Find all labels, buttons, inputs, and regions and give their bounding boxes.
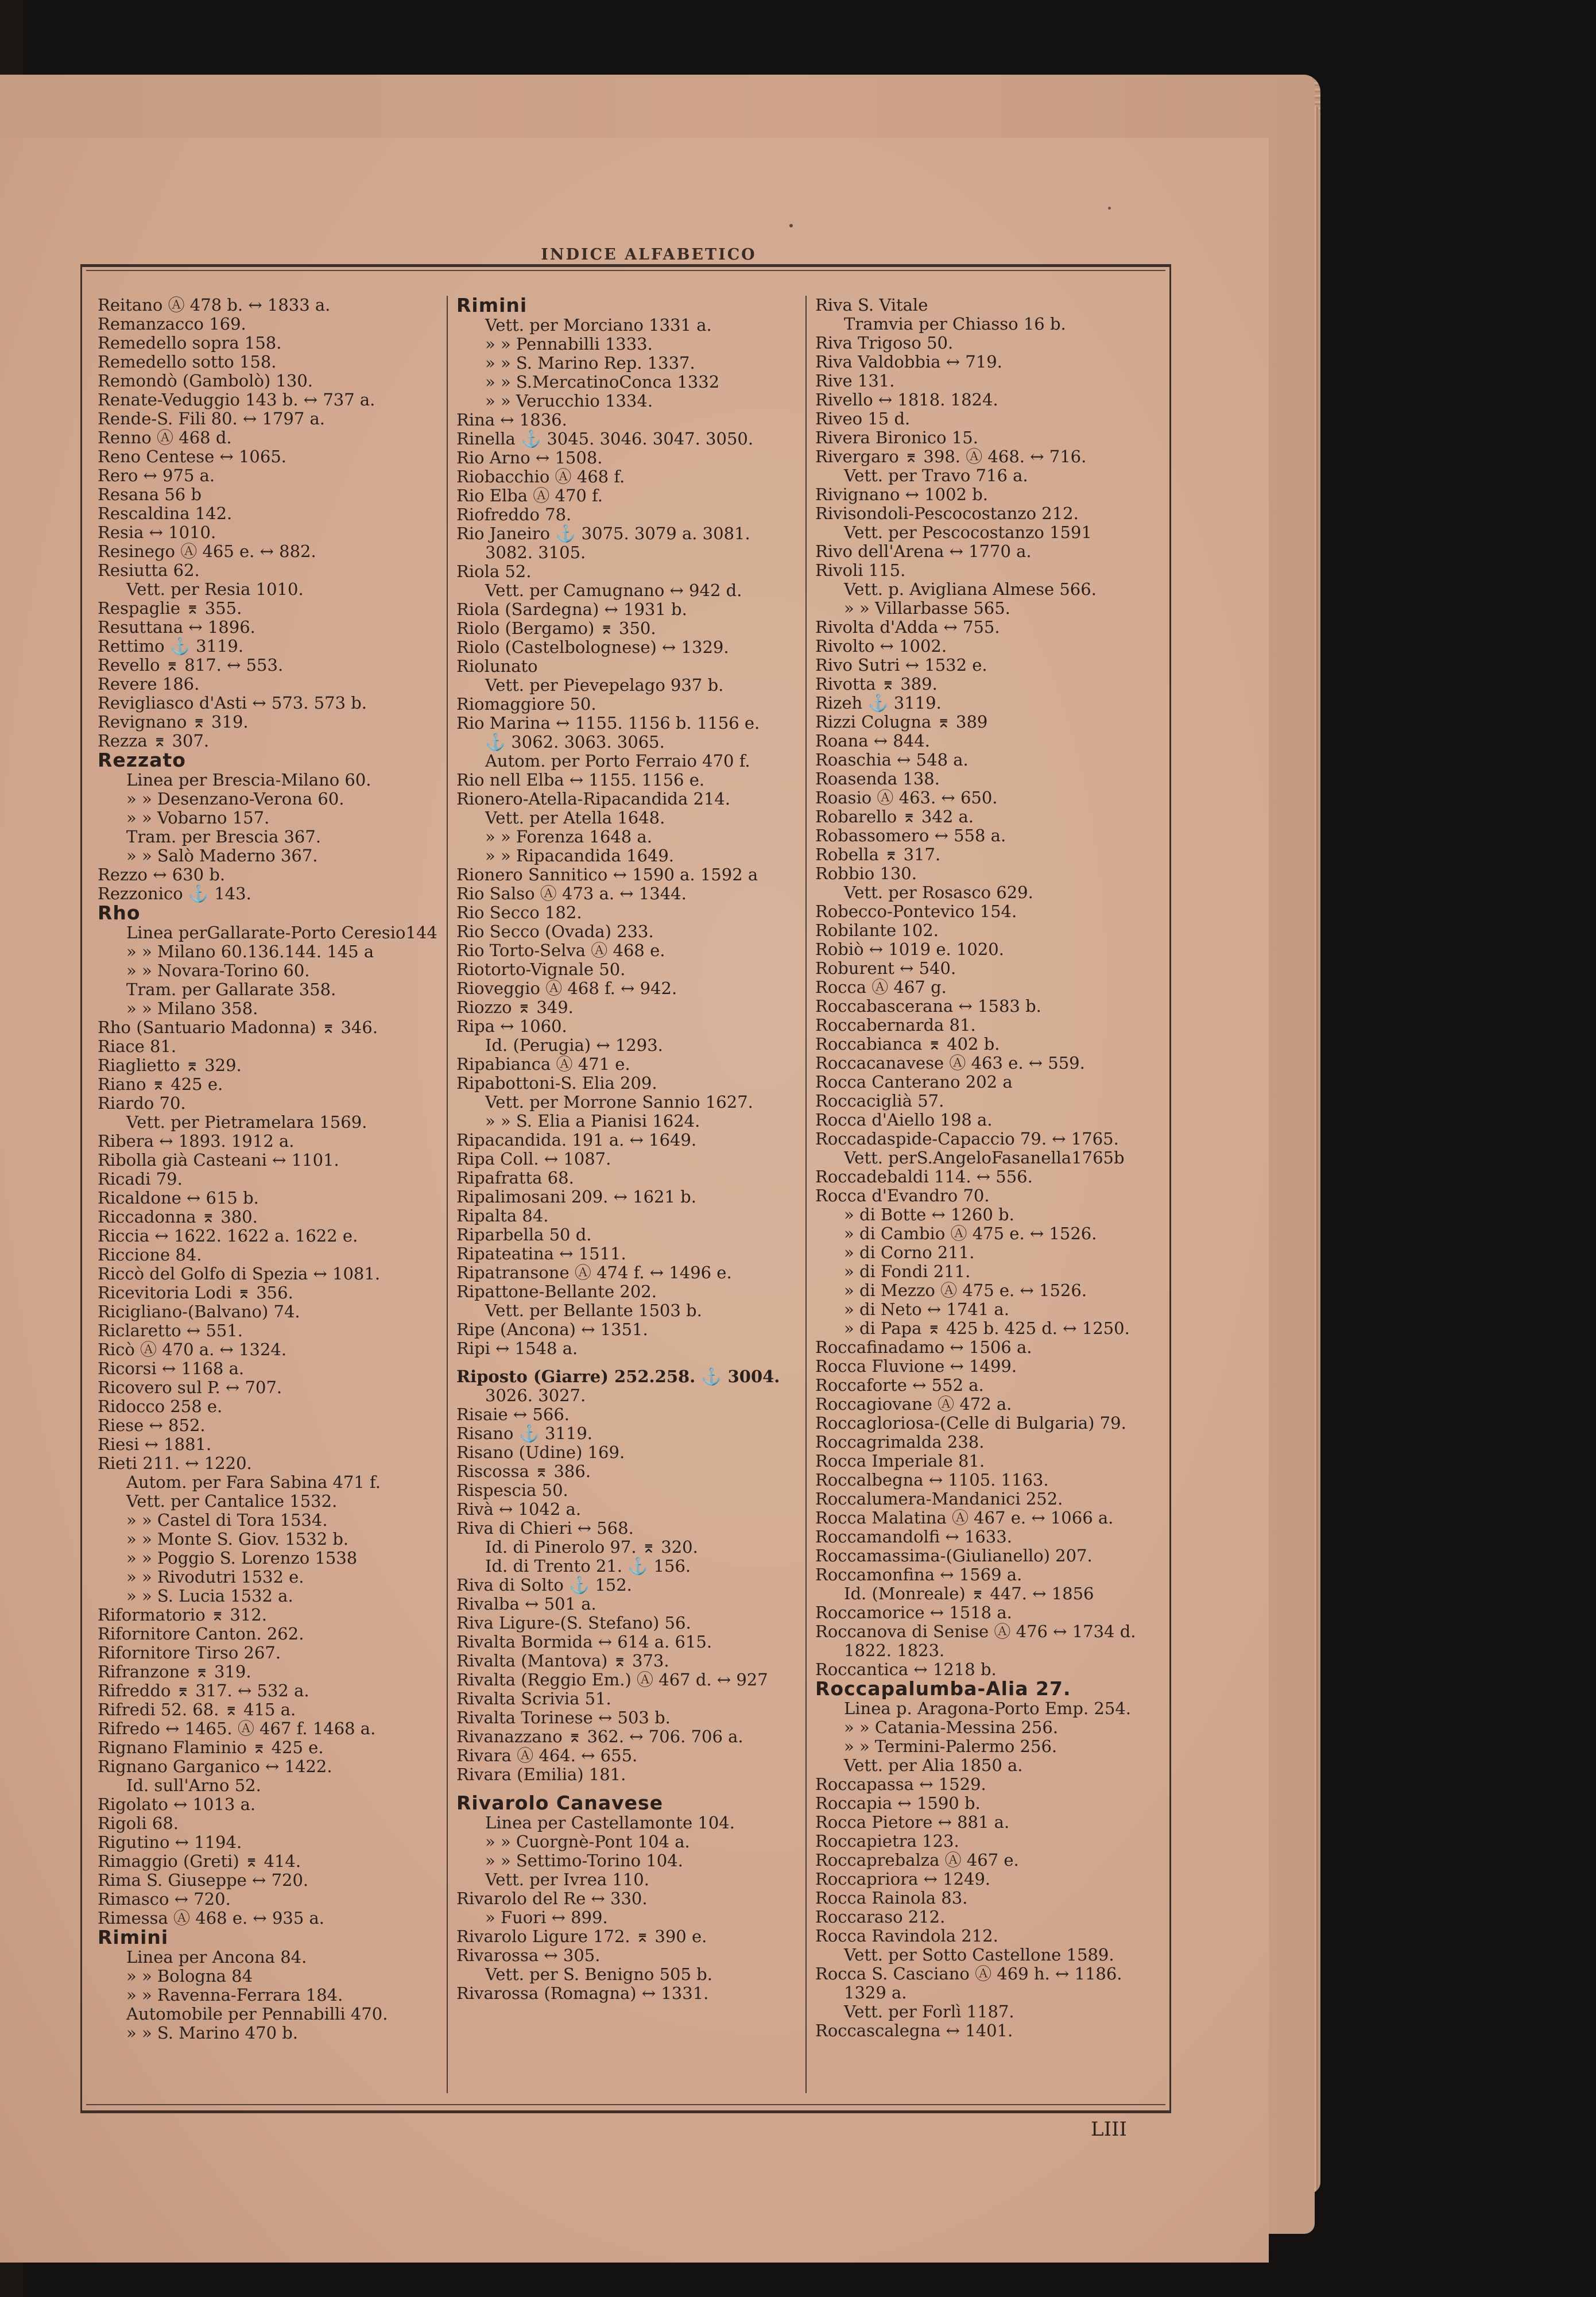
index-entry: Rio Salso Ⓐ 473 a. ↔ 1344.: [456, 884, 687, 903]
index-entry: Roana ↔ 844.: [815, 732, 930, 751]
index-entry: » » Poggio S. Lorenzo 1538: [126, 1549, 358, 1568]
index-entry: Vett. per Camugnano ↔ 942 d.: [485, 581, 742, 600]
index-entry: Rivà ↔ 1042 a.: [456, 1500, 582, 1519]
index-entry: Vett. per Pievepelago 937 b.: [485, 676, 724, 695]
index-entry: Robarello ⌆ 342 a.: [815, 807, 974, 826]
index-entry: Rende-S. Fili 80. ↔ 1797 a.: [98, 409, 326, 428]
index-entry: Roccadaspide-Capaccio 79. ↔ 1765.: [815, 1130, 1119, 1148]
index-entry: Rocca Fluvione ↔ 1499.: [815, 1357, 1017, 1376]
index-entry: Resiutta 62.: [98, 561, 200, 580]
index-entry: Ripe (Ancona) ↔ 1351.: [456, 1320, 648, 1339]
index-entry: Renno Ⓐ 468 d.: [98, 428, 232, 447]
index-entry: Rigoli 68.: [98, 1814, 179, 1833]
index-entry: Risano ⚓ 3119.: [456, 1424, 592, 1443]
index-entry: Roburent ↔ 540.: [815, 959, 956, 978]
index-entry: Tramvia per Chiasso 16 b.: [844, 315, 1066, 334]
index-entry: Roccapassa ↔ 1529.: [815, 1775, 986, 1794]
index-entry: » di Botte ↔ 1260 b.: [844, 1205, 1014, 1224]
index-entry: Robecco-Pontevico 154.: [815, 902, 1017, 921]
index-entry: Remedello sotto 158.: [98, 353, 277, 372]
index-entry: Rifornitore Tirso 267.: [98, 1644, 281, 1662]
index-entry: Ricovero sul P. ↔ 707.: [98, 1378, 282, 1397]
index-entry: Roccamandolfi ↔ 1633.: [815, 1528, 1012, 1546]
index-entry: Vett. per Alia 1850 a.: [844, 1756, 1023, 1775]
index-entry: ⚓ 3062. 3063. 3065.: [485, 733, 665, 752]
index-entry: Riola 52.: [456, 562, 532, 581]
index-entry: » » S. Marino Rep. 1337.: [485, 354, 695, 373]
index-entry: Ricò Ⓐ 470 a. ↔ 1324.: [98, 1340, 287, 1359]
index-entry: Rocca S. Casciano Ⓐ 469 h. ↔ 1186.: [815, 1965, 1122, 1983]
index-entry: Roccagrimalda 238.: [815, 1433, 985, 1452]
index-entry: » di Mezzo Ⓐ 475 e. ↔ 1526.: [844, 1281, 1087, 1300]
index-entry: Roccabianca ⌆ 402 b.: [815, 1035, 1000, 1054]
index-entry: Riofreddo 78.: [456, 505, 572, 524]
index-entry: Robilante 102.: [815, 921, 939, 940]
index-entry: » » S.MercatinoConca 1332: [485, 373, 720, 392]
index-entry: 1822. 1823.: [844, 1641, 945, 1660]
index-entry: Roccalbegna ↔ 1105. 1163.: [815, 1471, 1049, 1490]
index-entry: Rivalta (Mantova) ⌆ 373.: [456, 1652, 669, 1670]
index-entry: Ricigliano-(Balvano) 74.: [98, 1302, 300, 1321]
index-entry: Rivarossa (Romagna) ↔ 1331.: [456, 1984, 709, 2003]
index-entry: Roccabernarda 81.: [815, 1016, 976, 1035]
index-entry: Rizzi Colugna ⌆ 389: [815, 713, 988, 732]
index-entry: Robbio 130.: [815, 864, 917, 883]
index-entry: Linea p. Aragona-Porto Emp. 254.: [844, 1699, 1131, 1718]
index-column-2: [456, 296, 812, 2093]
index-entry: Vett. per Sotto Castellone 1589.: [844, 1946, 1114, 1965]
index-entry: Roccagiovane Ⓐ 472 a.: [815, 1395, 1012, 1414]
index-entry: Rivara (Emilia) 181.: [456, 1765, 626, 1784]
index-entry: Riposto (Giarre) 252.258. ⚓ 3004.: [456, 1367, 780, 1386]
index-entry: Autom. per Porto Ferraio 470 f.: [485, 752, 750, 771]
index-entry: Respaglie ⌆ 355.: [98, 599, 242, 618]
index-entry: Renate-Veduggio 143 b. ↔ 737 a.: [98, 390, 375, 409]
index-entry: » di Corno 211.: [844, 1243, 975, 1262]
index-entry: Rettimo ⚓ 3119.: [98, 637, 244, 656]
index-entry: Rocca Ⓐ 467 g.: [815, 978, 947, 997]
index-entry: Ripateatina ↔ 1511.: [456, 1244, 626, 1263]
index-entry: Riolo (Castelbolognese) ↔ 1329.: [456, 638, 729, 657]
index-entry: Rigutino ↔ 1194.: [98, 1833, 242, 1852]
index-entry: » » Catania-Messina 256.: [844, 1718, 1059, 1737]
index-entry: Linea perGallarate-Porto Ceresio144: [126, 923, 437, 942]
index-entry: Rivello ↔ 1818. 1824.: [815, 390, 998, 409]
index-entry: Rio Elba Ⓐ 470 f.: [456, 486, 603, 505]
index-entry: 3026. 3027.: [485, 1386, 586, 1405]
index-entry: Rive 131.: [815, 372, 895, 390]
index-entry: » » Castel di Tora 1534.: [126, 1511, 328, 1530]
index-entry: » » Settimo-Torino 104.: [485, 1851, 683, 1870]
index-entry: Riva S. Vitale: [815, 296, 928, 315]
index-entry: Roccaciglià 57.: [815, 1092, 944, 1111]
index-entry: Resana 56 b: [98, 485, 202, 504]
index-entry: Vett. per Morrone Sannio 1627.: [485, 1093, 753, 1112]
index-heading: Rezzato: [98, 751, 186, 771]
index-entry: Ricorsi ↔ 1168 a.: [98, 1359, 245, 1378]
index-entry: Ripatransone Ⓐ 474 f. ↔ 1496 e.: [456, 1263, 732, 1282]
index-entry: Reno Centese ↔ 1065.: [98, 447, 286, 466]
index-entry: Rivo dell'Arena ↔ 1770 a.: [815, 542, 1032, 561]
index-entry: Rio Secco 182.: [456, 903, 582, 922]
index-entry: Rivalta Scrivia 51.: [456, 1689, 611, 1708]
ink-speck: [789, 224, 793, 227]
index-entry: Rocca Imperiale 81.: [815, 1452, 985, 1471]
index-entry: Revigliasco d'Asti ↔ 573. 573 b.: [98, 694, 367, 713]
index-entry: Ripi ↔ 1548 a.: [456, 1339, 578, 1358]
index-entry: Rifreddo ⌆ 317. ↔ 532 a.: [98, 1681, 309, 1700]
index-entry: » di Fondi 211.: [844, 1262, 971, 1281]
index-entry: Vett. p. Avigliana Almese 566.: [844, 580, 1097, 599]
index-entry: Rima S. Giuseppe ↔ 720.: [98, 1871, 309, 1890]
index-entry: Riva di Solto ⚓ 152.: [456, 1576, 632, 1595]
index-entry: » » Cuorgnè-Pont 104 a.: [485, 1832, 690, 1851]
index-entry: Rivarossa ↔ 305.: [456, 1946, 601, 1965]
index-entry: Resinego Ⓐ 465 e. ↔ 882.: [98, 542, 316, 561]
index-entry: Rivara Ⓐ 464. ↔ 655.: [456, 1746, 638, 1765]
index-entry: Roccalumera-Mandanici 252.: [815, 1490, 1063, 1509]
index-entry: Rho (Santuario Madonna) ⌆ 346.: [98, 1018, 378, 1037]
index-entry: Rio Secco (Ovada) 233.: [456, 922, 654, 941]
index-entry: Rivalta (Reggio Em.) Ⓐ 467 d. ↔ 927: [456, 1670, 768, 1689]
index-entry: » di Neto ↔ 1741 a.: [844, 1300, 1009, 1319]
index-entry: Rivera Bironico 15.: [815, 428, 978, 447]
index-entry: Roccascalegna ↔ 1401.: [815, 2021, 1013, 2040]
index-entry: Risaie ↔ 566.: [456, 1405, 570, 1424]
index-entry: Rocca Pietore ↔ 881 a.: [815, 1813, 1010, 1832]
index-entry: Ripabottoni-S. Elia 209.: [456, 1074, 657, 1093]
index-entry: Vett. per S. Benigno 505 b.: [485, 1965, 712, 1984]
index-entry: Vett. per Resia 1010.: [126, 580, 304, 599]
index-entry: » » Vobarno 157.: [126, 809, 270, 827]
index-entry: Vett. per Ivrea 110.: [485, 1870, 649, 1889]
index-entry: Rocca Rainola 83.: [815, 1889, 968, 1908]
index-entry: Vett. per Cantalice 1532.: [126, 1492, 338, 1511]
index-entry: Rocca Ravindola 212.: [815, 1927, 998, 1946]
index-entry: Roccapietra 123.: [815, 1832, 959, 1851]
index-entry: Rivignano ↔ 1002 b.: [815, 485, 988, 504]
index-entry: Ricevitoria Lodi ⌆ 356.: [98, 1283, 293, 1302]
index-entry: Riozzo ⌆ 349.: [456, 998, 574, 1017]
index-entry: Rivalta Bormida ↔ 614 a. 615.: [456, 1633, 712, 1652]
frame-inner-rule-top: [86, 270, 1165, 271]
index-entry: Revignano ⌆ 319.: [98, 713, 249, 732]
index-entry: Remondò (Gambolò) 130.: [98, 372, 313, 390]
index-entry: Rivarolo Ligure 172. ⌆ 390 e.: [456, 1927, 707, 1946]
index-entry: Roccapriora ↔ 1249.: [815, 1870, 991, 1889]
index-entry: Roccapia ↔ 1590 b.: [815, 1794, 981, 1813]
index-entry: Autom. per Fara Sabina 471 f.: [126, 1473, 381, 1492]
index-entry: Vett. per Bellante 1503 b.: [485, 1301, 702, 1320]
index-entry: » » Novara-Torino 60.: [126, 961, 310, 980]
index-entry: Vett. per Forlì 1187.: [844, 2002, 1014, 2021]
index-entry: Roasio Ⓐ 463. ↔ 650.: [815, 788, 998, 807]
index-entry: Tram. per Gallarate 358.: [126, 980, 336, 999]
index-entry: Riotorto-Vignale 50.: [456, 960, 626, 979]
index-entry: » » Milano 358.: [126, 999, 258, 1018]
ink-speck: [1108, 207, 1111, 210]
index-entry: Rocca Malatina Ⓐ 467 e. ↔ 1066 a.: [815, 1509, 1114, 1528]
index-entry: Riveo 15 d.: [815, 409, 911, 428]
index-entry: Rivalba ↔ 501 a.: [456, 1595, 596, 1614]
index-entry: Rifranzone ⌆ 319.: [98, 1662, 251, 1681]
index-entry: Rispescia 50.: [456, 1481, 568, 1500]
index-entry: Remedello sopra 158.: [98, 334, 282, 353]
index-entry: » » Desenzano-Verona 60.: [126, 790, 344, 809]
index-entry: Roccamassima-(Giulianello) 207.: [815, 1546, 1093, 1565]
index-entry: » » Rivodutri 1532 e.: [126, 1568, 304, 1587]
index-entry: Rigolato ↔ 1013 a.: [98, 1795, 256, 1814]
index-entry: Rizeh ⚓ 3119.: [815, 694, 942, 713]
index-entry: Rivanazzano ⌆ 362. ↔ 706. 706 a.: [456, 1727, 743, 1746]
index-entry: Rignano Flaminio ⌆ 425 e.: [98, 1738, 324, 1757]
index-entry: Robassomero ↔ 558 a.: [815, 826, 1006, 845]
index-entry: » » Termini-Palermo 256.: [844, 1737, 1057, 1756]
index-entry: Ripattone-Bellante 202.: [456, 1282, 657, 1301]
index-entry: Remanzacco 169.: [98, 315, 246, 334]
index-entry: Id. (Monreale) ⌆ 447. ↔ 1856: [844, 1584, 1094, 1603]
index-entry: Riscossa ⌆ 386.: [456, 1462, 591, 1481]
index-entry: » » Bologna 84: [126, 1967, 253, 1986]
index-entry: Ripalimosani 209. ↔ 1621 b.: [456, 1188, 696, 1206]
index-entry: Riese ↔ 852.: [98, 1416, 206, 1435]
index-entry: Vett. perS.AngeloFasanella1765b: [844, 1148, 1125, 1167]
index-entry: Rezzo ↔ 630 b.: [98, 865, 226, 884]
index-entry: Rivarolo del Re ↔ 330.: [456, 1889, 648, 1908]
index-entry: » Fuori ↔ 899.: [485, 1908, 608, 1927]
index-entry: Rivo Sutri ↔ 1532 e.: [815, 656, 987, 675]
index-entry: Robiò ↔ 1019 e. 1020.: [815, 940, 1004, 959]
index-entry: Rina ↔ 1836.: [456, 411, 567, 430]
index-entry: Roccabascerana ↔ 1583 b.: [815, 997, 1041, 1016]
index-entry: Rivotta ⌆ 389.: [815, 675, 938, 694]
index-entry: Rocca Canterano 202 a: [815, 1073, 1013, 1092]
index-entry: » di Cambio Ⓐ 475 e. ↔ 1526.: [844, 1224, 1097, 1243]
index-entry: Id. (Perugia) ↔ 1293.: [485, 1036, 663, 1055]
index-entry: Rifredo ↔ 1465. Ⓐ 467 f. 1468 a.: [98, 1719, 376, 1738]
index-entry: Riformatorio ⌆ 312.: [98, 1606, 267, 1625]
index-entry: Roccaraso 212.: [815, 1908, 946, 1927]
index-heading: Rimini: [98, 1928, 169, 1948]
index-entry: Rivergaro ⌆ 398. Ⓐ 468. ↔ 716.: [815, 447, 1087, 466]
index-entry: Rio Marina ↔ 1155. 1156 b. 1156 e.: [456, 714, 760, 733]
index-entry: » » Ripacandida 1649.: [485, 846, 675, 865]
index-entry: Rero ↔ 975 a.: [98, 466, 215, 485]
index-column-1: [98, 296, 442, 2093]
index-entry: Rivoli 115.: [815, 561, 906, 580]
index-entry: Rioveggio Ⓐ 468 f. ↔ 942.: [456, 979, 677, 998]
index-entry: 1329 a.: [844, 1983, 907, 2002]
index-entry: Rimaggio (Greti) ⌆ 414.: [98, 1852, 301, 1871]
index-entry: Reitano Ⓐ 478 b. ↔ 1833 a.: [98, 296, 331, 315]
index-entry: Roccamonfina ↔ 1569 a.: [815, 1565, 1022, 1584]
index-entry: » » S. Elia a Pianisi 1624.: [485, 1112, 700, 1131]
index-entry: Riolunato: [456, 657, 538, 676]
index-entry: Id. di Pinerolo 97. ⌆ 320.: [485, 1538, 698, 1557]
index-entry: Riardo 70.: [98, 1094, 186, 1113]
index-entry: » » Verucchio 1334.: [485, 392, 653, 411]
index-entry: Ribolla già Casteani ↔ 1101.: [98, 1151, 339, 1170]
index-entry: Roccamorice ↔ 1518 a.: [815, 1603, 1012, 1622]
index-entry: » » Salò Maderno 367.: [126, 846, 318, 865]
index-entry: Rionero Sannitico ↔ 1590 a. 1592 a: [456, 865, 758, 884]
index-heading: Roccapalumba-Alia 27.: [815, 1679, 1071, 1699]
index-entry: Vett. per Morciano 1331 a.: [485, 316, 712, 335]
index-entry: Riola (Sardegna) ↔ 1931 b.: [456, 600, 687, 619]
index-entry: Resuttana ↔ 1896.: [98, 618, 255, 637]
index-entry: Riaglietto ⌆ 329.: [98, 1056, 242, 1075]
index-entry: » » Pennabilli 1333.: [485, 335, 653, 354]
index-entry: Vett. per Travo 716 a.: [844, 466, 1028, 485]
index-entry: Rocca d'Aiello 198 a.: [815, 1111, 993, 1130]
index-entry: Rifornitore Canton. 262.: [98, 1625, 304, 1644]
index-entry: Rimasco ↔ 720.: [98, 1890, 231, 1909]
index-entry: Vett. per Pescocostanzo 1591: [844, 523, 1092, 542]
index-entry: Ripabianca Ⓐ 471 e.: [456, 1055, 630, 1074]
index-entry: Rignano Garganico ↔ 1422.: [98, 1757, 332, 1776]
index-entry: Roccagloriosa-(Celle di Bulgaria) 79.: [815, 1414, 1126, 1433]
index-entry: Rezza ⌆ 307.: [98, 732, 210, 751]
index-entry: Riomaggiore 50.: [456, 695, 596, 714]
index-entry: Rocca d'Evandro 70.: [815, 1186, 990, 1205]
index-entry: Roccaforte ↔ 552 a.: [815, 1376, 984, 1395]
index-entry: Ripacandida. 191 a. ↔ 1649.: [456, 1131, 697, 1150]
index-entry: Rezzonico ⚓ 143.: [98, 884, 251, 903]
spacer: [456, 1358, 812, 1367]
index-entry: Vett. per Rosasco 629.: [844, 883, 1033, 902]
index-entry: Rescaldina 142.: [98, 504, 233, 523]
index-entry: Riva di Chieri ↔ 568.: [456, 1519, 634, 1538]
index-entry: Vett. per Pietramelara 1569.: [126, 1113, 367, 1132]
index-entry: » » Forenza 1648 a.: [485, 827, 652, 846]
index-entry: Rio Arno ↔ 1508.: [456, 448, 603, 467]
index-entry: Riclaretto ↔ 551.: [98, 1321, 243, 1340]
index-entry: Rio nell Elba ↔ 1155. 1156 e.: [456, 771, 705, 790]
index-entry: Riva Valdobbia ↔ 719.: [815, 353, 1002, 372]
index-entry: Roccantica ↔ 1218 b.: [815, 1660, 997, 1679]
index-entry: Rinella ⚓ 3045. 3046. 3047. 3050.: [456, 430, 754, 448]
index-entry: Robella ⌆ 317.: [815, 845, 941, 864]
index-entry: Id. di Trento 21. ⚓ 156.: [485, 1557, 691, 1576]
column-divider: [447, 296, 448, 2093]
index-entry: Riano ⌆ 425 e.: [98, 1075, 223, 1094]
index-entry: Roaschia ↔ 548 a.: [815, 751, 969, 769]
index-entry: Ripafratta 68.: [456, 1169, 574, 1188]
index-entry: Roasenda 138.: [815, 769, 940, 788]
index-entry: Ricadi 79.: [98, 1170, 183, 1189]
index-entry: Rio Torto-Selva Ⓐ 468 e.: [456, 941, 665, 960]
index-entry: Automobile per Pennabilli 470.: [126, 2005, 388, 2024]
index-entry: Roccaprebalza Ⓐ 467 e.: [815, 1851, 1019, 1870]
index-entry: Id. sull'Arno 52.: [126, 1776, 261, 1795]
index-entry: Rivisondoli-Pescocostanzo 212.: [815, 504, 1079, 523]
index-entry: Tram. per Brescia 367.: [126, 827, 321, 846]
index-entry: » » Ravenna-Ferrara 184.: [126, 1986, 343, 2005]
index-entry: Ricaldone ↔ 615 b.: [98, 1189, 259, 1208]
index-entry: Riccione 84.: [98, 1246, 202, 1264]
index-entry: » » Monte S. Giov. 1532 b.: [126, 1530, 349, 1549]
index-entry: Revello ⌆ 817. ↔ 553.: [98, 656, 284, 675]
page-number: LIII: [1091, 2118, 1127, 2141]
index-entry: Rionero-Atella-Ripacandida 214.: [456, 790, 731, 809]
index-entry: Riccò del Golfo di Spezia ↔ 1081.: [98, 1264, 381, 1283]
index-entry: Riccia ↔ 1622. 1622 a. 1622 e.: [98, 1227, 358, 1246]
index-entry: Roccafinadamo ↔ 1506 a.: [815, 1338, 1032, 1357]
frame-inner-rule-bottom: [86, 2104, 1165, 2105]
index-entry: 3082. 3105.: [485, 543, 586, 562]
index-entry: Roccanova di Senise Ⓐ 476 ↔ 1734 d.: [815, 1622, 1136, 1641]
index-entry: Roccacanavese Ⓐ 463 e. ↔ 559.: [815, 1054, 1085, 1073]
index-entry: Riobacchio Ⓐ 468 f.: [456, 467, 625, 486]
index-entry: Riva Ligure-(S. Stefano) 56.: [456, 1614, 691, 1633]
index-entry: Linea per Castellamonte 104.: [485, 1813, 735, 1832]
index-entry: Ribera ↔ 1893. 1912 a.: [98, 1132, 295, 1151]
index-entry: Linea per Ancona 84.: [126, 1948, 307, 1967]
index-entry: Ripa ↔ 1060.: [456, 1017, 567, 1036]
index-entry: » di Papa ⌆ 425 b. 425 d. ↔ 1250.: [844, 1319, 1130, 1338]
index-heading: Rivarolo Canavese: [456, 1793, 664, 1813]
index-entry: » » S. Lucia 1532 a.: [126, 1587, 293, 1606]
index-entry: Rifredi 52. 68. ⌆ 415 a.: [98, 1700, 296, 1719]
index-entry: Rivalta Torinese ↔ 503 b.: [456, 1708, 671, 1727]
index-entry: » » Milano 60.136.144. 145 a: [126, 942, 374, 961]
index-entry: Rieti 211. ↔ 1220.: [98, 1454, 252, 1473]
index-entry: Risano (Udine) 169.: [456, 1443, 625, 1462]
index-entry: Riolo (Bergamo) ⌆ 350.: [456, 619, 656, 638]
index-entry: Roccadebaldi 114. ↔ 556.: [815, 1167, 1033, 1186]
spacer: [456, 1784, 812, 1793]
index-entry: Riesi ↔ 1881.: [98, 1435, 212, 1454]
index-entry: Revere 186.: [98, 675, 200, 694]
index-entry: Riccadonna ⌆ 380.: [98, 1208, 258, 1227]
index-entry: Vett. per Atella 1648.: [485, 809, 665, 827]
index-entry: Ripa Coll. ↔ 1087.: [456, 1150, 611, 1169]
page-header-title: INDICE ALFABETICO: [541, 246, 757, 264]
index-entry: Rio Janeiro ⚓ 3075. 3079 a. 3081.: [456, 524, 750, 543]
index-entry: » » Villarbasse 565.: [844, 599, 1010, 618]
index-heading: Rimini: [456, 296, 528, 316]
index-entry: Ripalta 84.: [456, 1206, 549, 1225]
index-entry: Linea per Brescia-Milano 60.: [126, 771, 371, 790]
index-entry: Riva Trigoso 50.: [815, 334, 954, 353]
index-entry: Rivolto ↔ 1002.: [815, 637, 947, 656]
index-entry: » » S. Marino 470 b.: [126, 2024, 299, 2043]
index-entry: Rivolta d'Adda ↔ 755.: [815, 618, 1000, 637]
index-column-3: [815, 296, 1160, 2093]
index-entry: Ridocco 258 e.: [98, 1397, 223, 1416]
index-entry: Riparbella 50 d.: [456, 1225, 592, 1244]
index-entry: Rimessa Ⓐ 468 e. ↔ 935 a.: [98, 1909, 325, 1928]
index-entry: Resia ↔ 1010.: [98, 523, 216, 542]
index-heading: Rho: [98, 903, 141, 923]
index-entry: Riace 81.: [98, 1037, 177, 1056]
